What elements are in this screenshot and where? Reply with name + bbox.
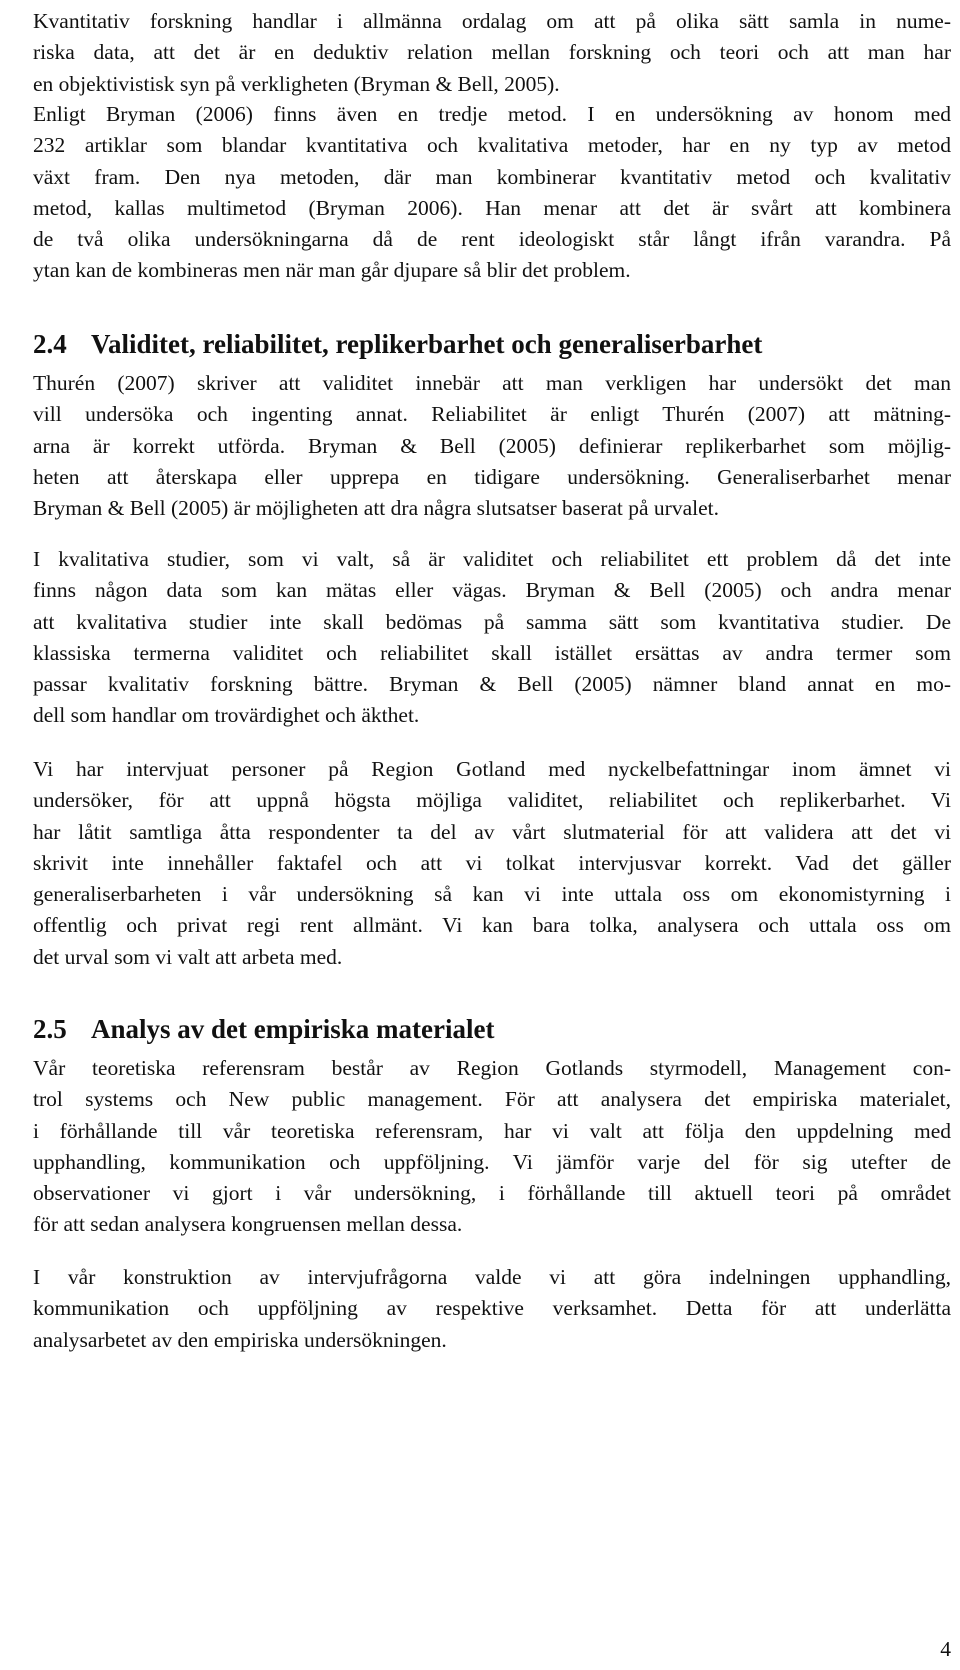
- paragraph-6: [33, 1053, 951, 1241]
- paragraph-7: [33, 1262, 951, 1356]
- section-heading-2-5: [33, 1012, 494, 1046]
- text-line: att kvalitativa studier inte skall bedömas på samma sätt som kvantitativa studier. De: [33, 609, 951, 634]
- text-line: Vi har intervjuat personer på Region Gotland med nyckelbefattningar inom ämnet vi: [33, 757, 951, 781]
- text-line: I kvalitativa studier, som vi valt, så är validitet och reliabilitet ett problem då det inte: [33, 547, 951, 571]
- paragraph-4: [33, 544, 951, 732]
- text-line: har låtit samtliga åtta respondenter ta del av vårt slutmaterial för att validera att det vi: [33, 819, 951, 844]
- text-line: klassiska termerna validitet och reliabilitet skall istället ersättas av andra termer som: [33, 640, 951, 665]
- text-line: dell som handlar om trovärdighet och äkthet.: [33, 703, 420, 728]
- text-line: metod, kallas multimetod (Bryman 2006). Han menar att det är svårt att kombinera: [33, 195, 951, 220]
- text-line: för att sedan analysera kongruensen mellan dessa.: [33, 1212, 463, 1237]
- text-line: generaliserbarheten i vår undersökning så kan vi inte uttala oss om ekonomistyrning i: [33, 882, 951, 907]
- text-line: växt fram. Den nya metoden, där man kombinerar kvantitativ metod och kvalitativ: [33, 164, 951, 189]
- text-line: en objektivistisk syn på verkligheten (Bryman & Bell, 2005).: [33, 71, 560, 96]
- text-line: observationer vi gjort i vår undersökning, i förhållande till aktuell teori på området: [33, 1181, 951, 1206]
- text-line: skrivit inte innehåller faktafel och att vi tolkat intervjusvar korrekt. Vad det gäller: [33, 850, 951, 875]
- section-number: 2.5: [33, 1014, 67, 1044]
- text-line: I vår konstruktion av intervjufrågorna valde vi att göra indelningen upphandling,: [33, 1265, 951, 1289]
- text-line: heten att återskapa eller upprepa en tidigare undersökning. Generaliserbarhet menar: [33, 464, 951, 489]
- text-line: finns någon data som kan mätas eller vägas. Bryman & Bell (2005) och andra menar: [33, 578, 951, 603]
- text-line: Bryman & Bell (2005) är möjligheten att dra några slutsatser baserat på urvalet.: [33, 496, 719, 521]
- text-line: Vår teoretiska referensram består av Region Gotlands styrmodell, Management con-: [33, 1056, 951, 1080]
- text-line: analysarbetet av den empiriska undersökningen.: [33, 1327, 447, 1352]
- text-line: Enligt Bryman (2006) finns även en tredje metod. I en undersökning av honom med: [33, 102, 951, 126]
- paragraph-2: [33, 99, 951, 287]
- text-line: upphandling, kommunikation och uppföljning. Vi jämför varje del för sig utefter de: [33, 1149, 951, 1174]
- section-number: 2.4: [33, 329, 67, 359]
- text-line: undersöker, för att uppnå högsta möjliga validitet, reliabilitet och replikerbarhet. Vi: [33, 788, 951, 813]
- text-line: kommunikation och uppföljning av respektive verksamhet. Detta för att underlätta: [33, 1296, 951, 1321]
- text-line: de två olika undersökningarna då de rent ideologiskt står långt ifrån varandra. På: [33, 227, 951, 252]
- text-line: 232 artiklar som blandar kvantitativa och kvalitativa metoder, har en ny typ av metod: [33, 133, 951, 158]
- text-line: i förhållande till vår teoretiska referensram, har vi valt att följa den uppdelning med: [33, 1118, 951, 1143]
- text-line: arna är korrekt utförda. Bryman & Bell (2005) definierar replikerbarhet som möjlig-: [33, 433, 951, 458]
- section-title: Analys av det empiriska materialet: [91, 1014, 495, 1044]
- text-line: vill undersöka och ingenting annat. Reliabilitet är enligt Thurén (2007) att mätning-: [33, 402, 951, 427]
- text-line: offentlig och privat regi rent allmänt. Vi kan bara tolka, analysera och uttala oss om: [33, 913, 951, 938]
- paragraph-5: [33, 754, 951, 973]
- text-line: riska data, att det är en deduktiv relation mellan forskning och teori och att man har: [33, 40, 951, 65]
- text-line: Thurén (2007) skriver att validitet innebär att man verkligen har undersökt det man: [33, 371, 951, 395]
- section-heading-2-4: [33, 327, 762, 361]
- text-line: passar kvalitativ forskning bättre. Bryman & Bell (2005) nämner bland annat en mo-: [33, 672, 951, 697]
- text-line: ytan kan de kombineras men när man går djupare så blir det problem.: [33, 258, 631, 283]
- paragraph-3: [33, 368, 951, 524]
- paragraph-1: [33, 6, 951, 100]
- page-number: 4: [940, 1637, 951, 1661]
- section-title: Validitet, reliabilitet, replikerbarhet och generaliserbarhet: [91, 329, 763, 359]
- text-line: det urval som vi valt att arbeta med.: [33, 944, 343, 969]
- text-line: Kvantitativ forskning handlar i allmänna ordalag om att på olika sätt samla in nume-: [33, 9, 951, 33]
- text-line: trol systems och New public management. För att analysera det empiriska materialet,: [33, 1087, 951, 1112]
